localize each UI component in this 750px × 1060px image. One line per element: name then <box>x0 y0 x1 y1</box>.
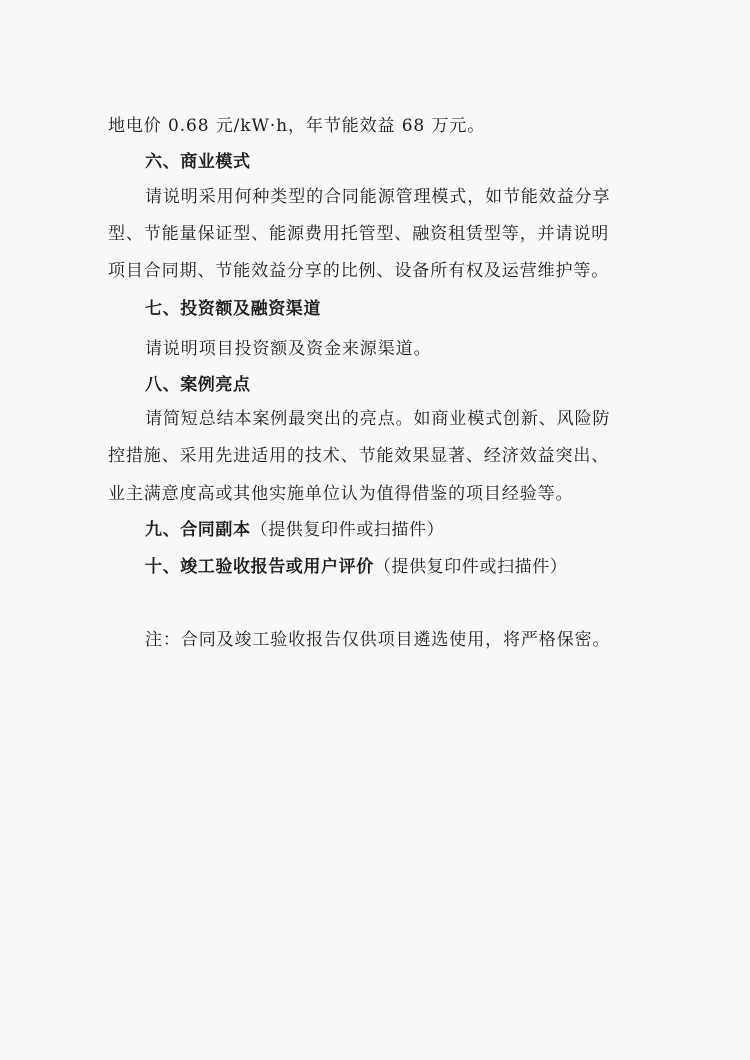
section-10-heading: 十、竣工验收报告或用户评价 <box>145 557 374 577</box>
section-7-heading: 七、投资额及融资渠道 <box>145 299 321 319</box>
section-7-paragraph-line-1: 请说明项目投资额及资金来源渠道。 <box>145 339 432 359</box>
continuation-line: 地电价 0.68 元/kW·h，年节能效益 68 万元。 <box>108 116 486 136</box>
section-9-heading-line <box>145 518 685 542</box>
section-8-heading: 八、案例亮点 <box>145 375 251 395</box>
section-8-paragraph-line-3: 业主满意度高或其他实施单位认为值得借鉴的项目经验等。 <box>108 484 574 504</box>
section-6-paragraph-line-1: 请说明采用何种类型的合同能源管理模式，如节能效益分享 <box>145 187 611 207</box>
section-9-note: （提供复印件或扫描件） <box>250 520 445 540</box>
section-6-heading: 六、商业模式 <box>145 152 251 172</box>
section-10-note: （提供复印件或扫描件） <box>373 557 568 577</box>
footnote: 注：合同及竣工验收报告仅供项目遴选使用，将严格保密。 <box>145 630 611 650</box>
section-6-paragraph-line-2: 型、节能量保证型、能源费用托管型、融资租赁型等，并请说明 <box>108 224 610 244</box>
section-10-heading-line <box>145 555 685 579</box>
section-6-paragraph-line-3: 项目合同期、节能效益分享的比例、设备所有权及运营维护等。 <box>108 261 610 281</box>
section-8-paragraph-line-2: 控措施、采用先进适用的技术、节能效果显著、经济效益突出、 <box>108 446 610 466</box>
section-8-paragraph-line-1: 请简短总结本案例最突出的亮点。如商业模式创新、风险防 <box>145 409 611 429</box>
section-9-heading: 九、合同副本 <box>145 520 251 540</box>
